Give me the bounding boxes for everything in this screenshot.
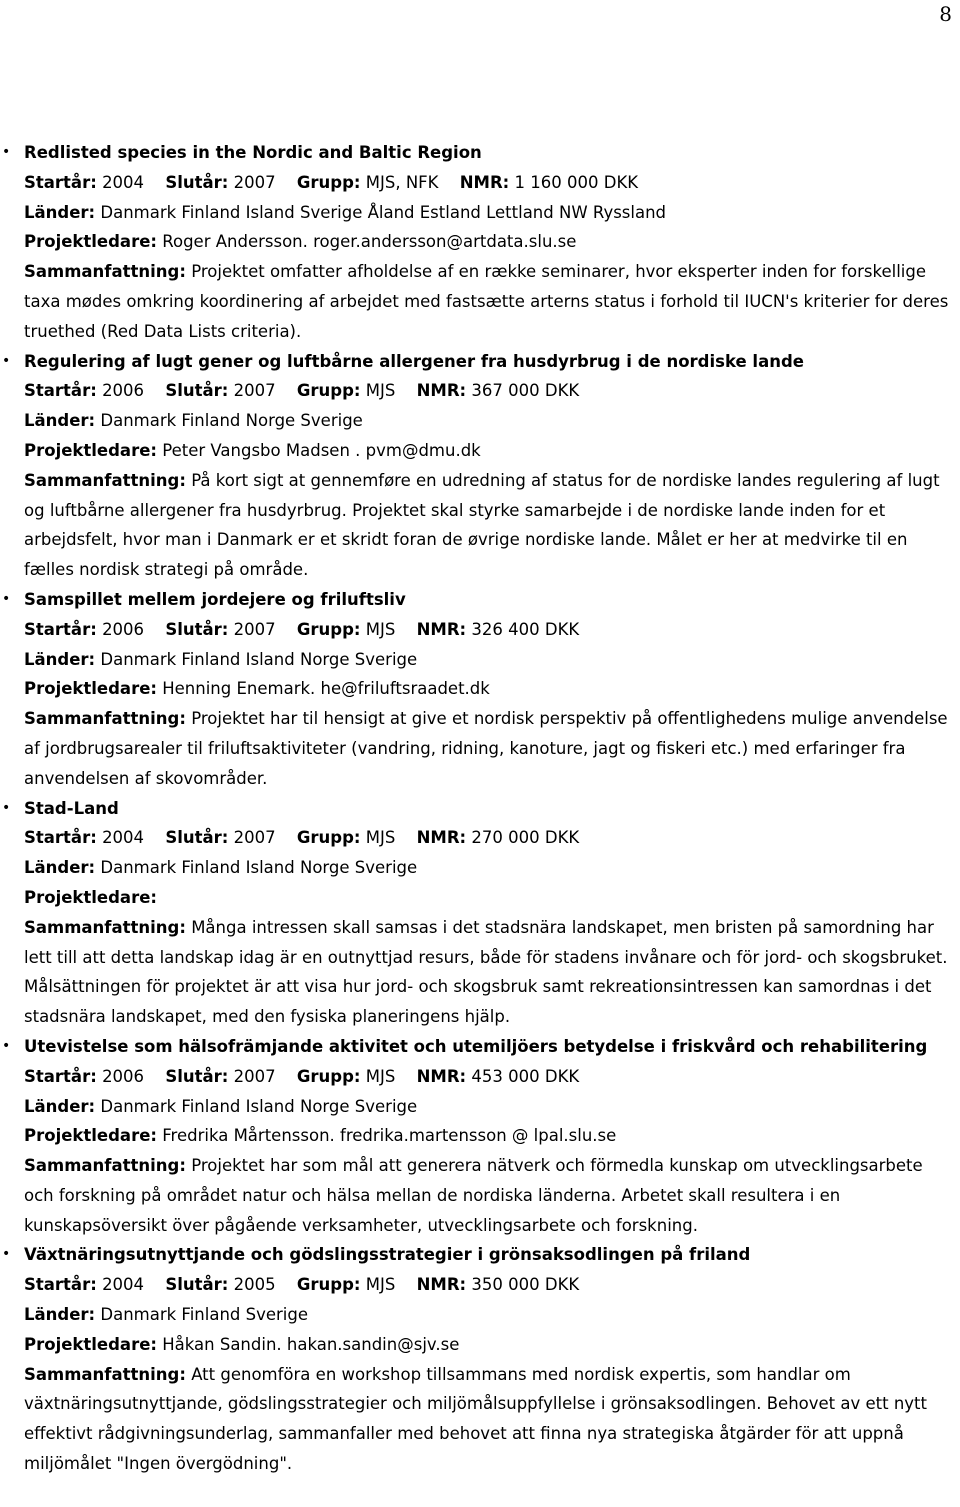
- nmr-label: NMR:: [416, 828, 467, 848]
- project-leader: [24, 436, 950, 466]
- group-value: MJS: [365, 828, 396, 848]
- end-label: Slutår:: [165, 381, 229, 401]
- project-item: [0, 138, 960, 347]
- end-value: 2007: [233, 1066, 276, 1086]
- project-title: Redlisted species in the Nordic and Baltic Region: [24, 143, 482, 162]
- nmr-value: 270 000 DKK: [471, 828, 580, 848]
- project-meta: [24, 823, 950, 853]
- leader-label: Projektledare:: [24, 887, 157, 907]
- project-countries: [24, 198, 950, 228]
- project-summary: [24, 704, 950, 793]
- countries-value: Danmark Finland Island Norge Sverige: [100, 858, 418, 878]
- project-meta: [24, 376, 950, 406]
- countries-value: Danmark Finland Island Sverige Åland Estland Lettland NW Ryssland: [100, 202, 667, 222]
- project-meta: [24, 168, 950, 198]
- nmr-label: NMR:: [416, 381, 467, 401]
- group-label: Grupp:: [296, 1066, 361, 1086]
- project-title: Regulering af lugt gener og luftbårne allergener fra husdyrbrug i de nordiske lande: [24, 351, 804, 371]
- end-value: 2005: [233, 1275, 276, 1295]
- countries-value: Danmark Finland Island Norge Sverige: [100, 1096, 418, 1116]
- start-value: 2006: [102, 381, 145, 401]
- project-meta: [24, 1270, 950, 1300]
- start-label: Startår:: [24, 172, 97, 192]
- summary-value: Projektet har som mål att generera nätverk och förmedla kunskap om utvecklingsarbete och forskning på området natur och hälsa mellan de nordiska länderna. Arbetet skall resultera i en kunskapsöversikt över pågående verksamheter, utvecklingsarbete och forskning.: [24, 1156, 923, 1235]
- project-title: Växtnäringsutnyttjande och gödslingsstrategier i grönsaksodlingen på friland: [24, 1245, 751, 1265]
- leader-value: Håkan Sandin. hakan.sandin@sjv.se: [162, 1334, 460, 1354]
- end-label: Slutår:: [165, 1066, 229, 1086]
- start-label: Startår:: [24, 619, 97, 639]
- leader-label: Projektledare:: [24, 232, 157, 252]
- leader-value: Fredrika Mårtensson. fredrika.martensson @ lpal.slu.se: [162, 1126, 617, 1146]
- project-countries: [24, 1092, 950, 1122]
- group-label: Grupp:: [296, 381, 361, 401]
- start-value: 2004: [102, 1275, 145, 1295]
- end-label: Slutår:: [165, 172, 229, 192]
- countries-label: Länder:: [24, 649, 96, 669]
- summary-label: Sammanfattning:: [24, 470, 186, 490]
- summary-label: Sammanfattning:: [24, 262, 186, 282]
- end-value: 2007: [233, 172, 276, 192]
- summary-label: Sammanfattning:: [24, 917, 186, 937]
- bullet-icon: •: [2, 352, 11, 369]
- project-list: [0, 138, 960, 1479]
- countries-label: Länder:: [24, 202, 96, 222]
- project-item: [0, 1240, 960, 1478]
- summary-label: Sammanfattning:: [24, 709, 186, 729]
- project-countries: [24, 645, 950, 675]
- group-value: MJS, NFK: [365, 172, 439, 192]
- group-value: MJS: [365, 381, 396, 401]
- project-countries: [24, 1300, 950, 1330]
- start-value: 2006: [102, 1066, 145, 1086]
- start-value: 2004: [102, 172, 145, 192]
- project-leader: [24, 227, 950, 257]
- countries-label: Länder:: [24, 858, 96, 878]
- project-leader: [24, 1330, 950, 1360]
- project-summary: [24, 466, 950, 585]
- bullet-icon: •: [2, 144, 11, 160]
- leader-value: Henning Enemark. he@friluftsraadet.dk: [162, 679, 490, 699]
- group-label: Grupp:: [296, 172, 361, 192]
- group-value: MJS: [365, 619, 396, 639]
- project-meta: [24, 1062, 950, 1092]
- leader-label: Projektledare:: [24, 1126, 157, 1146]
- countries-value: Danmark Finland Sverige: [100, 1305, 309, 1325]
- project-item: [0, 1032, 960, 1241]
- countries-label: Länder:: [24, 411, 96, 431]
- end-label: Slutår:: [165, 619, 229, 639]
- start-value: 2006: [102, 619, 145, 639]
- summary-value: Många intressen skall samsas i det stadsnära landskapet, men bristen på samordning har lett till att detta landskap idag är en outnyttjad resurs, både för stadens invånare och för jord- och skogsbruket. Målsättningen för projektet är att visa hur jord- och skogsbruk samt rekreationsintressen kan samordnas i det stadsnära landskapet, med den fysiska planeringens hjälp.: [24, 917, 948, 1027]
- start-value: 2004: [102, 828, 145, 848]
- leader-label: Projektledare:: [24, 440, 157, 460]
- project-leader: [24, 674, 950, 704]
- start-label: Startår:: [24, 1066, 97, 1086]
- nmr-label: NMR:: [416, 1275, 467, 1295]
- nmr-label: NMR:: [416, 1066, 467, 1086]
- page-number: 8: [939, 2, 952, 26]
- start-label: Startår:: [24, 381, 97, 401]
- end-label: Slutår:: [165, 1275, 229, 1295]
- summary-value: Projektet har til hensigt at give et nordisk perspektiv på offentlighedens mulige anvendelse af jordbrugsarealer til friluftsaktiviteter (vandring, ridning, kanoture, jagt og fiskeri etc.) med erfaringer fra anvendelsen af skovområder.: [24, 709, 948, 788]
- group-label: Grupp:: [296, 828, 361, 848]
- project-title: Samspillet mellem jordejere og friluftsliv: [24, 589, 406, 609]
- summary-label: Sammanfattning:: [24, 1156, 186, 1176]
- project-title: Utevistelse som hälsofrämjande aktivitet och utemiljöers betydelse i friskvård och rehabilitering: [24, 1036, 928, 1056]
- project-summary: [24, 913, 950, 1032]
- project-leader: [24, 1121, 950, 1151]
- summary-value: Att genomföra en workshop tillsammans med nordisk expertis, som handlar om växtnäringsutnyttjande, gödslingsstrategier och miljömålsuppfyllelse i grönsaksodlingen. Behovet av ett nytt effektivt rådgivningsunderlag, sammanfaller med behovet att finna nya strategiska åtgärder för att uppnå miljömålet "Ingen övergödning".: [24, 1364, 927, 1474]
- group-value: MJS: [365, 1275, 396, 1295]
- leader-label: Projektledare:: [24, 679, 157, 699]
- start-label: Startår:: [24, 1275, 97, 1295]
- project-item: [0, 585, 960, 794]
- countries-label: Länder:: [24, 1096, 96, 1116]
- project-countries: [24, 853, 950, 883]
- bullet-icon: •: [2, 799, 11, 816]
- bullet-icon: •: [2, 590, 11, 607]
- group-label: Grupp:: [296, 1275, 361, 1295]
- project-countries: [24, 406, 950, 436]
- end-label: Slutår:: [165, 828, 229, 848]
- project-summary: [24, 1360, 950, 1479]
- group-label: Grupp:: [296, 619, 361, 639]
- nmr-value: 1 160 000 DKK: [514, 172, 639, 192]
- project-meta: [24, 615, 950, 645]
- start-label: Startår:: [24, 828, 97, 848]
- summary-label: Sammanfattning:: [24, 1364, 186, 1384]
- nmr-label: NMR:: [416, 619, 467, 639]
- summary-value: På kort sigt at gennemføre en udredning af status for de nordiske landes regulering af lugt og luftbårne allergener fra husdyrbrug. Projektet skal styrke samarbejde i de nordiske lande inden for et arbejdsfelt, hvor man i Danmark er et skridt foran de øvrige nordiske lande. Målet er her at medvirke til en fælles nordisk strategi på område.: [24, 470, 940, 580]
- nmr-value: 367 000 DKK: [471, 381, 580, 401]
- project-item: [0, 347, 960, 585]
- leader-label: Projektledare:: [24, 1334, 157, 1354]
- project-summary: [24, 1151, 950, 1240]
- end-value: 2007: [233, 619, 276, 639]
- bullet-icon: •: [2, 1246, 11, 1263]
- countries-value: Danmark Finland Island Norge Sverige: [100, 649, 418, 669]
- group-value: MJS: [365, 1066, 396, 1086]
- nmr-label: NMR:: [459, 172, 510, 192]
- end-value: 2007: [233, 381, 276, 401]
- project-summary: [24, 257, 950, 346]
- leader-value: Peter Vangsbo Madsen . pvm@dmu.dk: [162, 440, 481, 460]
- project-title: Stad-Land: [24, 798, 119, 818]
- nmr-value: 453 000 DKK: [471, 1066, 580, 1086]
- countries-value: Danmark Finland Norge Sverige: [100, 411, 363, 431]
- end-value: 2007: [233, 828, 276, 848]
- summary-value: Projektet omfatter afholdelse af en række seminarer, hvor eksperter inden for forskellige taxa mødes omkring koordinering af arbejdet med fastsætte arterns status i forhold til IUCN's kriterier for deres truethed (Red Data Lists criteria).: [24, 262, 949, 341]
- countries-label: Länder:: [24, 1305, 96, 1325]
- project-item: [0, 794, 960, 1032]
- leader-value: Roger Andersson. roger.andersson@artdata.slu.se: [162, 232, 577, 252]
- project-leader: [24, 883, 950, 913]
- bullet-icon: •: [2, 1037, 11, 1054]
- nmr-value: 350 000 DKK: [471, 1275, 580, 1295]
- nmr-value: 326 400 DKK: [471, 619, 580, 639]
